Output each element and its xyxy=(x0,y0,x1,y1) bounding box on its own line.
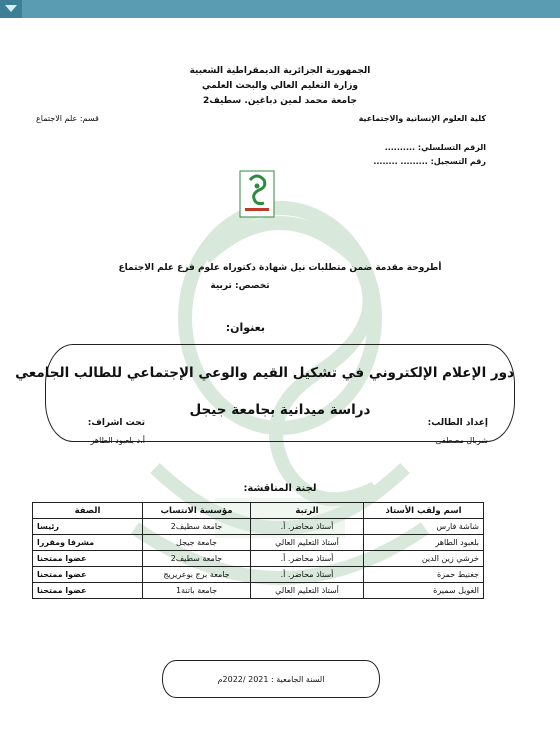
academic-year-label: السنة الجامعية : 2021 /2022م xyxy=(217,675,325,684)
member-role: عضوا ممتحنا xyxy=(33,567,143,583)
member-institution: جامعة برج بوعريريج xyxy=(143,567,251,583)
committee-title: لجنة المناقشة: xyxy=(243,483,317,494)
member-rank: أستاذ التعليم العالي xyxy=(251,583,364,599)
committee-table xyxy=(32,502,484,599)
member-rank: أستاذ التعليم العالي xyxy=(251,535,364,551)
table-row xyxy=(33,567,484,583)
member-rank: أستاذ محاضر. أ. xyxy=(251,519,364,535)
member-role: مشرفا ومقررا xyxy=(33,535,143,551)
column-header-institution: مؤسسة الانتساب xyxy=(143,503,251,519)
column-header-role: الصفة xyxy=(33,503,143,519)
student-name: شربال مصطفى xyxy=(435,436,488,445)
member-role: عضوا ممتحنا xyxy=(33,583,143,599)
serial-number-label: الرقم التسلسلي: .......... xyxy=(384,143,486,152)
specialization-label: تخصص: تربية xyxy=(210,281,270,291)
member-rank: أستاذ محاضر. أ. xyxy=(251,551,364,567)
table-row xyxy=(33,519,484,535)
table-header-row xyxy=(33,503,484,519)
member-institution: جامعة باتنة1 xyxy=(143,583,251,599)
thesis-title-line-1: دور الإعلام الإلكتروني في تشكيل القيم والوعي الإجتماعي للطالب الجامعي xyxy=(15,365,514,381)
academic-year-box xyxy=(162,660,380,698)
table-row xyxy=(33,535,484,551)
department-label: قسم: علم الاجتماع xyxy=(36,114,99,123)
prepared-by-label: إعداد الطالب: xyxy=(427,418,488,428)
member-rank: أستاذ محاضر. أ. xyxy=(251,567,364,583)
table-row xyxy=(33,551,484,567)
table-row xyxy=(33,583,484,599)
thesis-title-line-2: دراسة ميدانية بجامعة جيجل xyxy=(189,402,371,418)
member-institution: جامعة جيجل xyxy=(143,535,251,551)
thesis-subtitle: أطروحة مقدمة ضمن متطلبات نيل شهادة دكتوراه علوم فرع علم الاجتماع xyxy=(118,263,442,273)
collapse-toggle-icon[interactable] xyxy=(0,0,22,18)
member-name: بلعبود الطاهر xyxy=(364,535,484,551)
header-line-1: الجمهورية الجزائرية الديمقراطية الشعبية xyxy=(189,66,371,76)
faculty-label: كلية العلوم الإنسانية والاجتماعية xyxy=(358,114,486,123)
column-header-name: اسم ولقب الأستاذ xyxy=(364,503,484,519)
university-logo-icon xyxy=(239,170,275,218)
supervisor-name: أ.د بلعبود الطاهر xyxy=(90,436,145,445)
member-role: رئيسا xyxy=(33,519,143,535)
member-role: عضوا ممتحنا xyxy=(33,551,143,567)
title-heading: بعنوان: xyxy=(225,321,265,334)
header-line-2: وزارة التعليم العالي والبحث العلمي xyxy=(201,81,359,91)
member-name: شاشة فارس xyxy=(364,519,484,535)
column-header-rank: الرتبة xyxy=(251,503,364,519)
registration-number-label: رقم التسجيل: ......... ........ xyxy=(373,157,486,166)
member-name: الغويل سميرة xyxy=(364,583,484,599)
member-name: خرشي زين الدين xyxy=(364,551,484,567)
member-name: جغنيط حمزة xyxy=(364,567,484,583)
header-line-3: جامعة محمد لمين دباغين. سطيف2 xyxy=(203,96,357,106)
viewer-top-bar xyxy=(0,0,560,18)
supervisor-label: تحت اشراف: xyxy=(87,418,145,428)
member-institution: جامعة سطيف2 xyxy=(143,519,251,535)
document-page xyxy=(0,18,560,750)
member-institution: جامعة سطيف2 xyxy=(143,551,251,567)
